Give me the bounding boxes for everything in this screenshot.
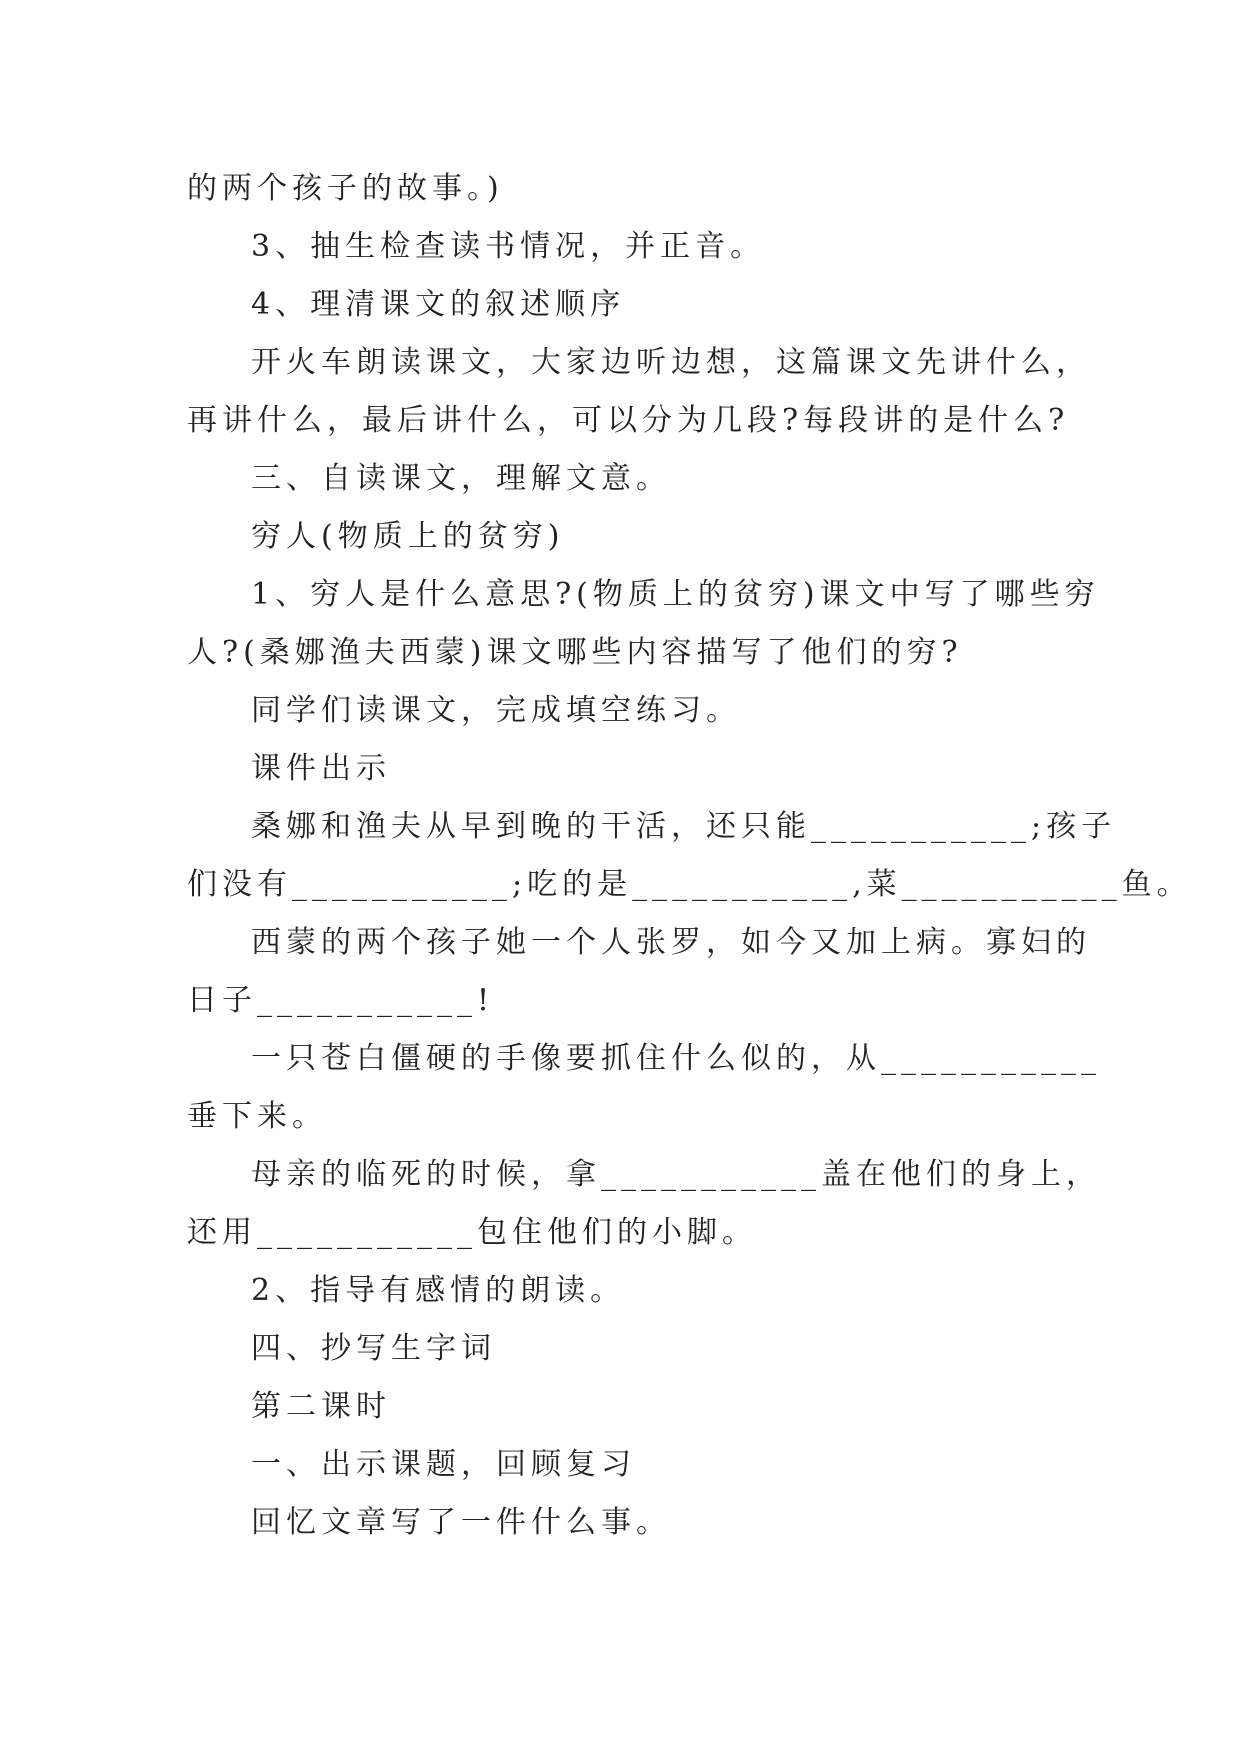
text-line: 们没有___________;吃的是___________,菜___________鱼。 — [187, 867, 1192, 902]
text-line: 母亲的临死的时候，拿___________盖在他们的身上， — [251, 1157, 1101, 1192]
text-line: 再讲什么，最后讲什么，可以分为几段?每段讲的是什么? — [187, 403, 1070, 438]
text-line: 的两个孩子的故事。) — [187, 171, 504, 206]
text-line: 日子___________! — [187, 983, 495, 1018]
text-line: 西蒙的两个孩子她一个人张罗，如今又加上病。寡妇的 — [251, 925, 1091, 960]
text-line: 一只苍白僵硬的手像要抓住什么似的，从___________ — [251, 1041, 1101, 1076]
text-line: 第二课时 — [251, 1389, 391, 1424]
text-line: 2、指导有感情的朗读。 — [251, 1273, 626, 1308]
document-body — [187, 160, 1192, 1552]
text-line: 穷人(物质上的贫穷) — [251, 519, 565, 554]
text-line: 还用___________包住他们的小脚。 — [187, 1215, 757, 1250]
text-line: 三、自读课文，理解文意。 — [251, 461, 671, 496]
text-line: 1、穷人是什么意思?(物质上的贫穷)课文中写了哪些穷 — [251, 577, 1100, 612]
text-line: 一、出示课题，回顾复习 — [251, 1447, 636, 1482]
text-line: 人?(桑娜渔夫西蒙)课文哪些内容描写了他们的穷? — [187, 635, 963, 670]
text-line: 3、抽生检查读书情况，并正音。 — [251, 229, 766, 264]
text-line: 同学们读课文，完成填空练习。 — [251, 693, 741, 728]
text-line: 开火车朗读课文，大家边听边想，这篇课文先讲什么， — [251, 345, 1091, 380]
text-line: 4、理清课文的叙述顺序 — [251, 287, 626, 322]
text-line: 桑娜和渔夫从早到晚的干活，还只能___________;孩子 — [251, 809, 1117, 844]
text-line: 课件出示 — [251, 751, 391, 786]
text-line: 四、抄写生字词 — [251, 1331, 496, 1366]
text-line: 垂下来。 — [187, 1099, 327, 1134]
text-line: 回忆文章写了一件什么事。 — [251, 1505, 671, 1540]
